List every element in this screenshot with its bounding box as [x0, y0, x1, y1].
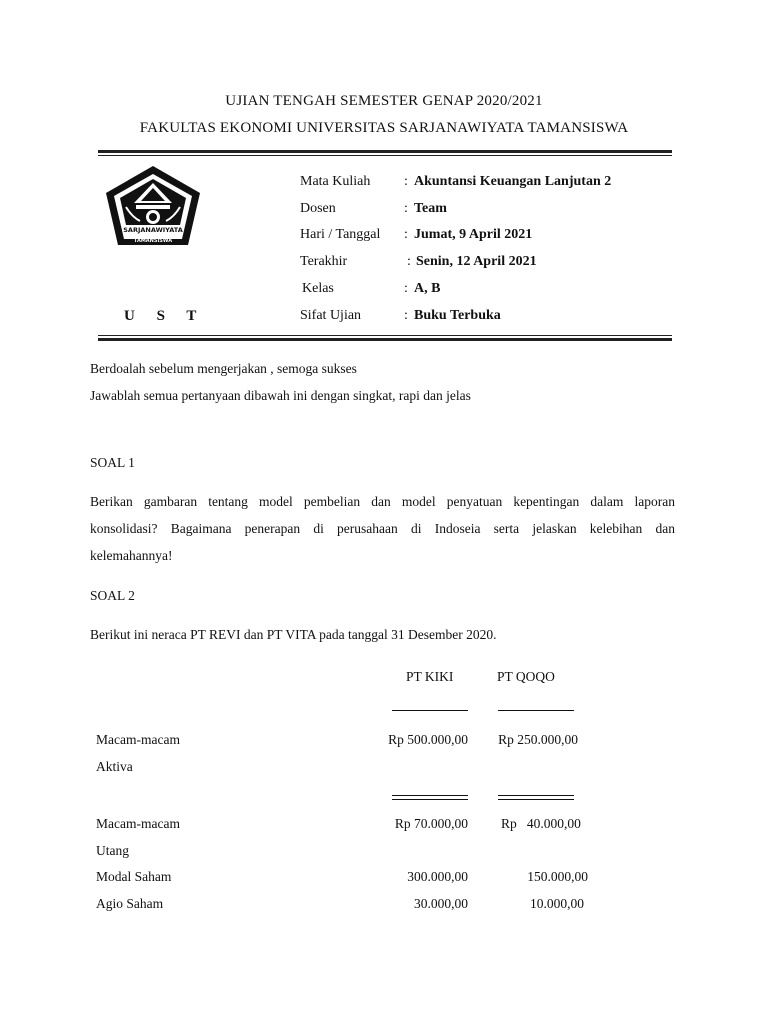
logo-text-top: SARJANAWIYATA: [123, 226, 183, 234]
logo-caption: U S T: [124, 308, 206, 324]
balance-row-label: Macam-macam: [96, 816, 180, 831]
balance-value: Rp 70.000,00: [394, 816, 468, 831]
instruction-line: Berdoalah sebelum mengerjakan , semoga sukses: [90, 361, 357, 376]
column-underline: [498, 710, 574, 711]
info-label-exam-type: Sifat Ujian: [300, 308, 362, 323]
info-value-date: Jumat, 9 April 2021: [414, 227, 533, 242]
balance-row-label: Aktiva: [96, 759, 133, 774]
info-colon: :: [407, 254, 411, 269]
balance-value: 150.000,00: [527, 869, 588, 884]
question-1-heading: SOAL 1: [90, 455, 135, 470]
header-rule-thick: [98, 150, 672, 153]
total-double-underline: [498, 795, 574, 796]
header-rule-thin: [98, 155, 672, 156]
column-header-company-1: PT KIKI: [406, 669, 454, 684]
total-double-underline: [392, 795, 468, 796]
info-colon: :: [404, 308, 408, 323]
university-logo: [102, 163, 204, 249]
info-colon: :: [404, 227, 408, 242]
question-2-heading: SOAL 2: [90, 588, 135, 603]
info-value-class: A, B: [414, 281, 441, 296]
balance-row-label: Macam-macam: [96, 732, 180, 747]
info-label-date: Hari / Tanggal: [300, 227, 381, 242]
balance-value: Rp 500.000,00: [388, 732, 468, 747]
balance-row-label: Modal Saham: [96, 869, 172, 884]
question-1-text: Berikan gambaran tentang model pembelian dan model penyatuan kepentingan dalam laporan: [90, 494, 675, 509]
info-colon: :: [404, 201, 408, 216]
info-colon: :: [404, 174, 408, 189]
logo-text-bottom: TAMANSISWA: [133, 238, 173, 244]
instruction-line: Jawablah semua pertanyaan dibawah ini dengan singkat, rapi dan jelas: [90, 388, 471, 403]
column-underline: [392, 710, 468, 711]
balance-value: Rp 250.000,00: [498, 732, 578, 747]
balance-value: Rp 40.000,00: [501, 816, 581, 831]
info-rule-thick: [98, 338, 672, 341]
total-double-underline: [392, 799, 468, 800]
info-value-deadline: Senin, 12 April 2021: [416, 254, 537, 269]
info-value-exam-type: Buku Terbuka: [414, 308, 501, 323]
info-colon: :: [404, 281, 408, 296]
balance-row-label: Utang: [96, 843, 129, 858]
question-1-text: konsolidasi? Bagaimana penerapan di perusahaan di Indoseia serta jelaskan kelebihan dan: [90, 521, 675, 536]
balance-value: 10.000,00: [530, 896, 584, 911]
info-value-course: Akuntansi Keuangan Lanjutan 2: [414, 174, 612, 189]
column-header-company-2: PT QOQO: [497, 669, 555, 684]
faculty-title: FAKULTAS EKONOMI UNIVERSITAS SARJANAWIYATA TAMANSISWA: [139, 120, 629, 136]
info-label-deadline: Terakhir: [300, 254, 348, 269]
info-label-class: Kelas: [302, 281, 334, 296]
question-1-text: kelemahannya!: [90, 548, 173, 563]
question-2-intro: Berikut ini neraca PT REVI dan PT VITA pada tanggal 31 Desember 2020.: [90, 627, 497, 642]
info-value-lecturer: Team: [414, 201, 447, 216]
balance-value: 30.000,00: [414, 896, 468, 911]
info-rule-thin: [98, 335, 672, 336]
balance-value: 300.000,00: [407, 869, 468, 884]
total-double-underline: [498, 799, 574, 800]
info-label-lecturer: Dosen: [300, 201, 336, 216]
info-label-course: Mata Kuliah: [300, 174, 371, 189]
balance-row-label: Agio Saham: [96, 896, 164, 911]
exam-title: UJIAN TENGAH SEMESTER GENAP 2020/2021: [225, 93, 543, 109]
